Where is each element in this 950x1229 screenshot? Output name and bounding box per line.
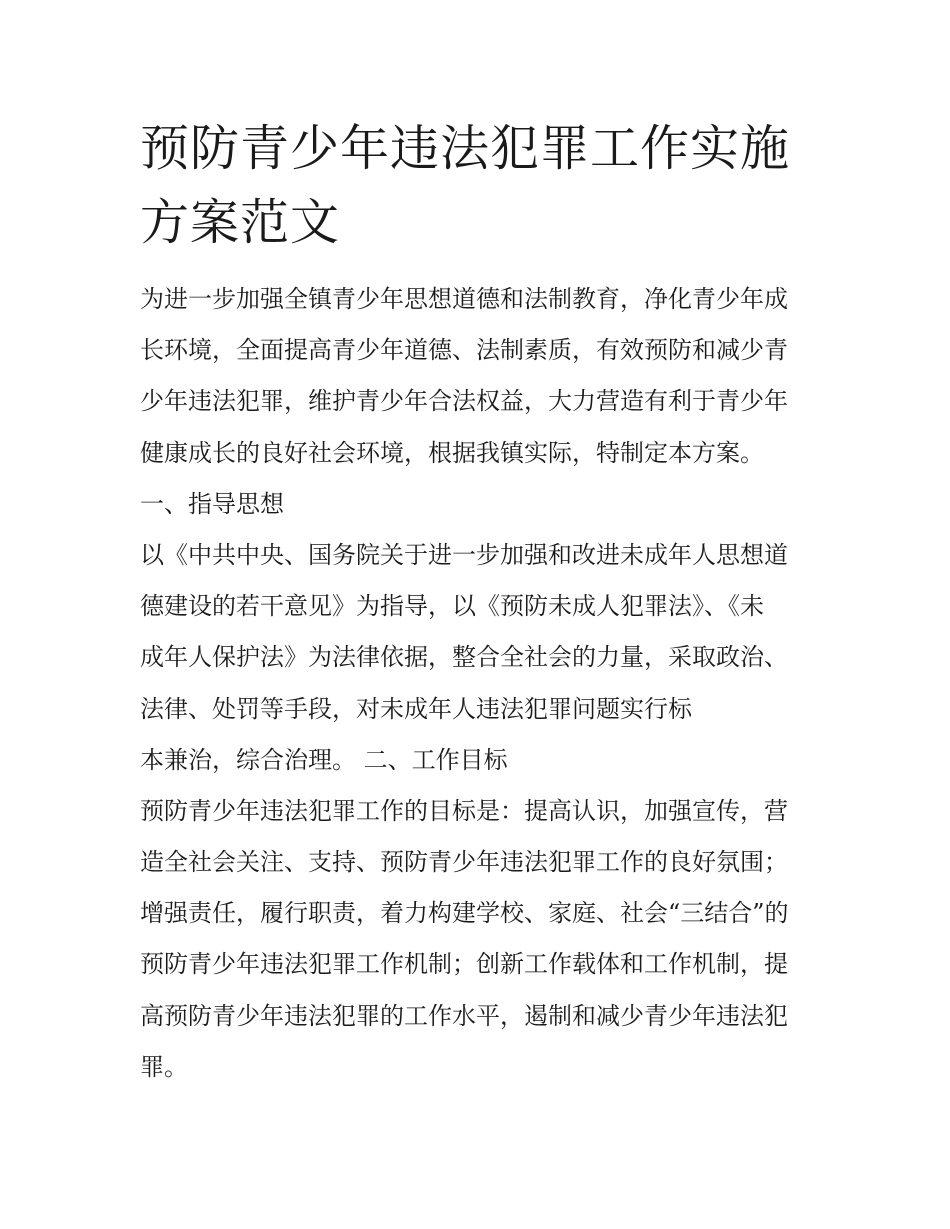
work-goals-line: 增强责任，履行职责，着力构建学校、家庭、社会“三结合”的 [140, 899, 789, 928]
intro-line: 健康成长的良好社会环境，根据我镇实际，特制定本方案。 [140, 438, 764, 467]
title-line: 方案范文 [140, 194, 341, 251]
section-heading-work-goals: 本兼治，综合治理。 二、工作目标 [140, 745, 508, 774]
work-goals-line: 预防青少年违法犯罪工作机制；创新工作载体和工作机制，提 [140, 950, 788, 979]
intro-line: 少年违法犯罪，维护青少年合法权益，大力营造有利于青少年 [140, 387, 788, 416]
guiding-thought-line: 法律、处罚等手段，对未成年人违法犯罪问题实行标 [140, 694, 692, 723]
section-heading-guiding-thought: 一、指导思想 [140, 489, 284, 518]
intro-line: 为进一步加强全镇青少年思想道德和法制教育，净化青少年成 [140, 285, 788, 313]
guiding-thought-line: 以《中共中央、国务院关于进一步加强和改进未成年人思想道 [140, 540, 788, 569]
title-line: 预防青少年违法犯罪工作实施 [140, 120, 791, 177]
intro-line: 长环境，全面提高青少年道德、法制素质，有效预防和减少青 [140, 336, 788, 365]
work-goals-line: 造全社会关注、支持、预防青少年违法犯罪工作的良好氛围； [140, 848, 788, 877]
work-goals-line: 预防青少年违法犯罪工作的目标是：提高认识，加强宣传，营 [140, 796, 788, 825]
document-title [140, 112, 820, 260]
work-goals-line: 高预防青少年违法犯罪的工作水平，遏制和减少青少年违法犯 [140, 1001, 788, 1030]
work-goals-line: 罪。 [140, 1052, 188, 1081]
guiding-thought-line: 德建设的若干意见》为指导，以《预防未成人犯罪法》、《未 [140, 592, 764, 621]
document-body [140, 274, 820, 1093]
guiding-thought-line: 成年人保护法》为法律依据，整合全社会的力量，采取政治、 [140, 643, 788, 672]
